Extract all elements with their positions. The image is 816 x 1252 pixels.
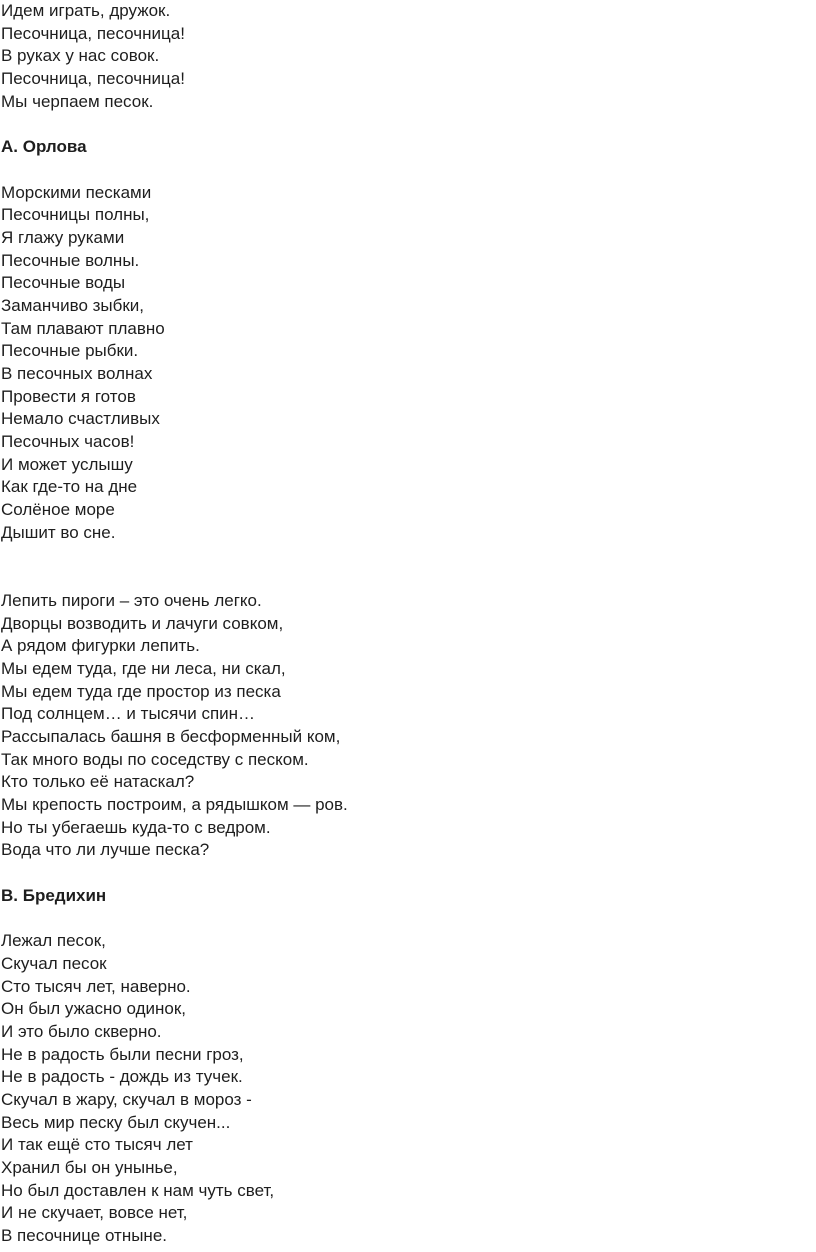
poem-line: Песочные рыбки. <box>1 341 139 361</box>
poem-line: Дворцы возводить и лачуги совком, <box>1 613 284 633</box>
blank-line <box>1 908 816 931</box>
poem-line: Провести я готов <box>1 386 136 406</box>
blank-line <box>1 545 816 568</box>
poem-line: А рядом фигурки лепить. <box>1 636 200 656</box>
poem-line: Песочные воды <box>1 273 126 293</box>
poem-line: И может услышу <box>1 454 133 474</box>
poem-line: Солёное море <box>1 500 115 520</box>
poem-line: Хранил бы он унынье, <box>1 1158 178 1178</box>
poem-line: Но был доставлен к нам чуть свет, <box>1 1180 275 1200</box>
poem-line: Мы крепость построим, а рядышком — ров. <box>1 795 348 815</box>
poem-line: Он был ужасно одинок, <box>1 999 187 1019</box>
poem-line: Песочница, песочница! <box>1 23 185 43</box>
poem-line: Не в радость были песни гроз, <box>1 1044 244 1064</box>
poem-line: Дышит во сне. <box>1 522 116 542</box>
blank-line <box>1 113 816 136</box>
poem-line: Кто только её натаскал? <box>1 772 195 792</box>
poem-line: Песочница, песочница! <box>1 69 185 89</box>
poem-line: Под солнцем… и тысячи спин… <box>1 704 256 724</box>
poem-stanza <box>1 182 816 545</box>
poem-line: Мы едем туда, где ни леса, ни скал, <box>1 658 286 678</box>
poem-line: Скучал песок <box>1 953 107 973</box>
poem-line: Лежал песок, <box>1 931 106 951</box>
poem-line: В песочных волнах <box>1 364 153 383</box>
poem-stanza <box>1 590 816 862</box>
poem-line: Не в радость - дождь из тучек. <box>1 1067 243 1087</box>
poem-line: Я глажу руками <box>1 227 125 247</box>
poem-line: Там плавают плавно <box>1 318 165 338</box>
poem-line: Мы едем туда где простор из песка <box>1 681 281 701</box>
poem-line: Скучал в жару, скучал в мороз - <box>1 1090 252 1109</box>
blank-line <box>1 862 816 885</box>
poem-line: Идем играть, дружок. <box>1 1 171 20</box>
poem-line: Вода что ли лучше песка? <box>1 840 210 860</box>
poem-stanza <box>1 0 816 113</box>
poem-line: И не скучает, вовсе нет, <box>1 1203 188 1223</box>
poem-line: Так много воды по соседству с песком. <box>1 749 309 769</box>
poem-line: Но ты убегаешь куда-то с ведром. <box>1 817 271 837</box>
poem-line: Немало счастливых <box>1 409 160 429</box>
author-heading: В. Бредихин <box>1 885 107 905</box>
poem-stanza <box>1 930 816 1248</box>
author-heading: А. Орлова <box>1 137 87 157</box>
poem-line: Морскими песками <box>1 182 152 202</box>
poem-line: Рассыпалась башня в бесформенный ком, <box>1 727 341 746</box>
poem-line: И это было скверно. <box>1 1021 162 1041</box>
blank-line <box>1 159 816 182</box>
poem-line: Заманчиво зыбки, <box>1 295 145 315</box>
poem-line: В руках у нас совок. <box>1 46 160 66</box>
poem-line: Сто тысяч лет, наверно. <box>1 976 191 996</box>
poem-line: Как где-то на дне <box>1 477 138 497</box>
poem-line: Весь мир песку был скучен... <box>1 1112 231 1132</box>
poem-line: Песочные волны. <box>1 250 140 270</box>
poem-line: Песочницы полны, <box>1 205 150 225</box>
poem-line: Лепить пироги – это очень легко. <box>1 590 262 610</box>
poem-line: И так ещё сто тысяч лет <box>1 1135 193 1155</box>
poem-line: В песочнице отныне. <box>1 1226 167 1246</box>
blank-line <box>1 567 816 590</box>
poem-line: Песочных часов! <box>1 432 135 452</box>
poem-line: Мы черпаем песок. <box>1 91 154 111</box>
